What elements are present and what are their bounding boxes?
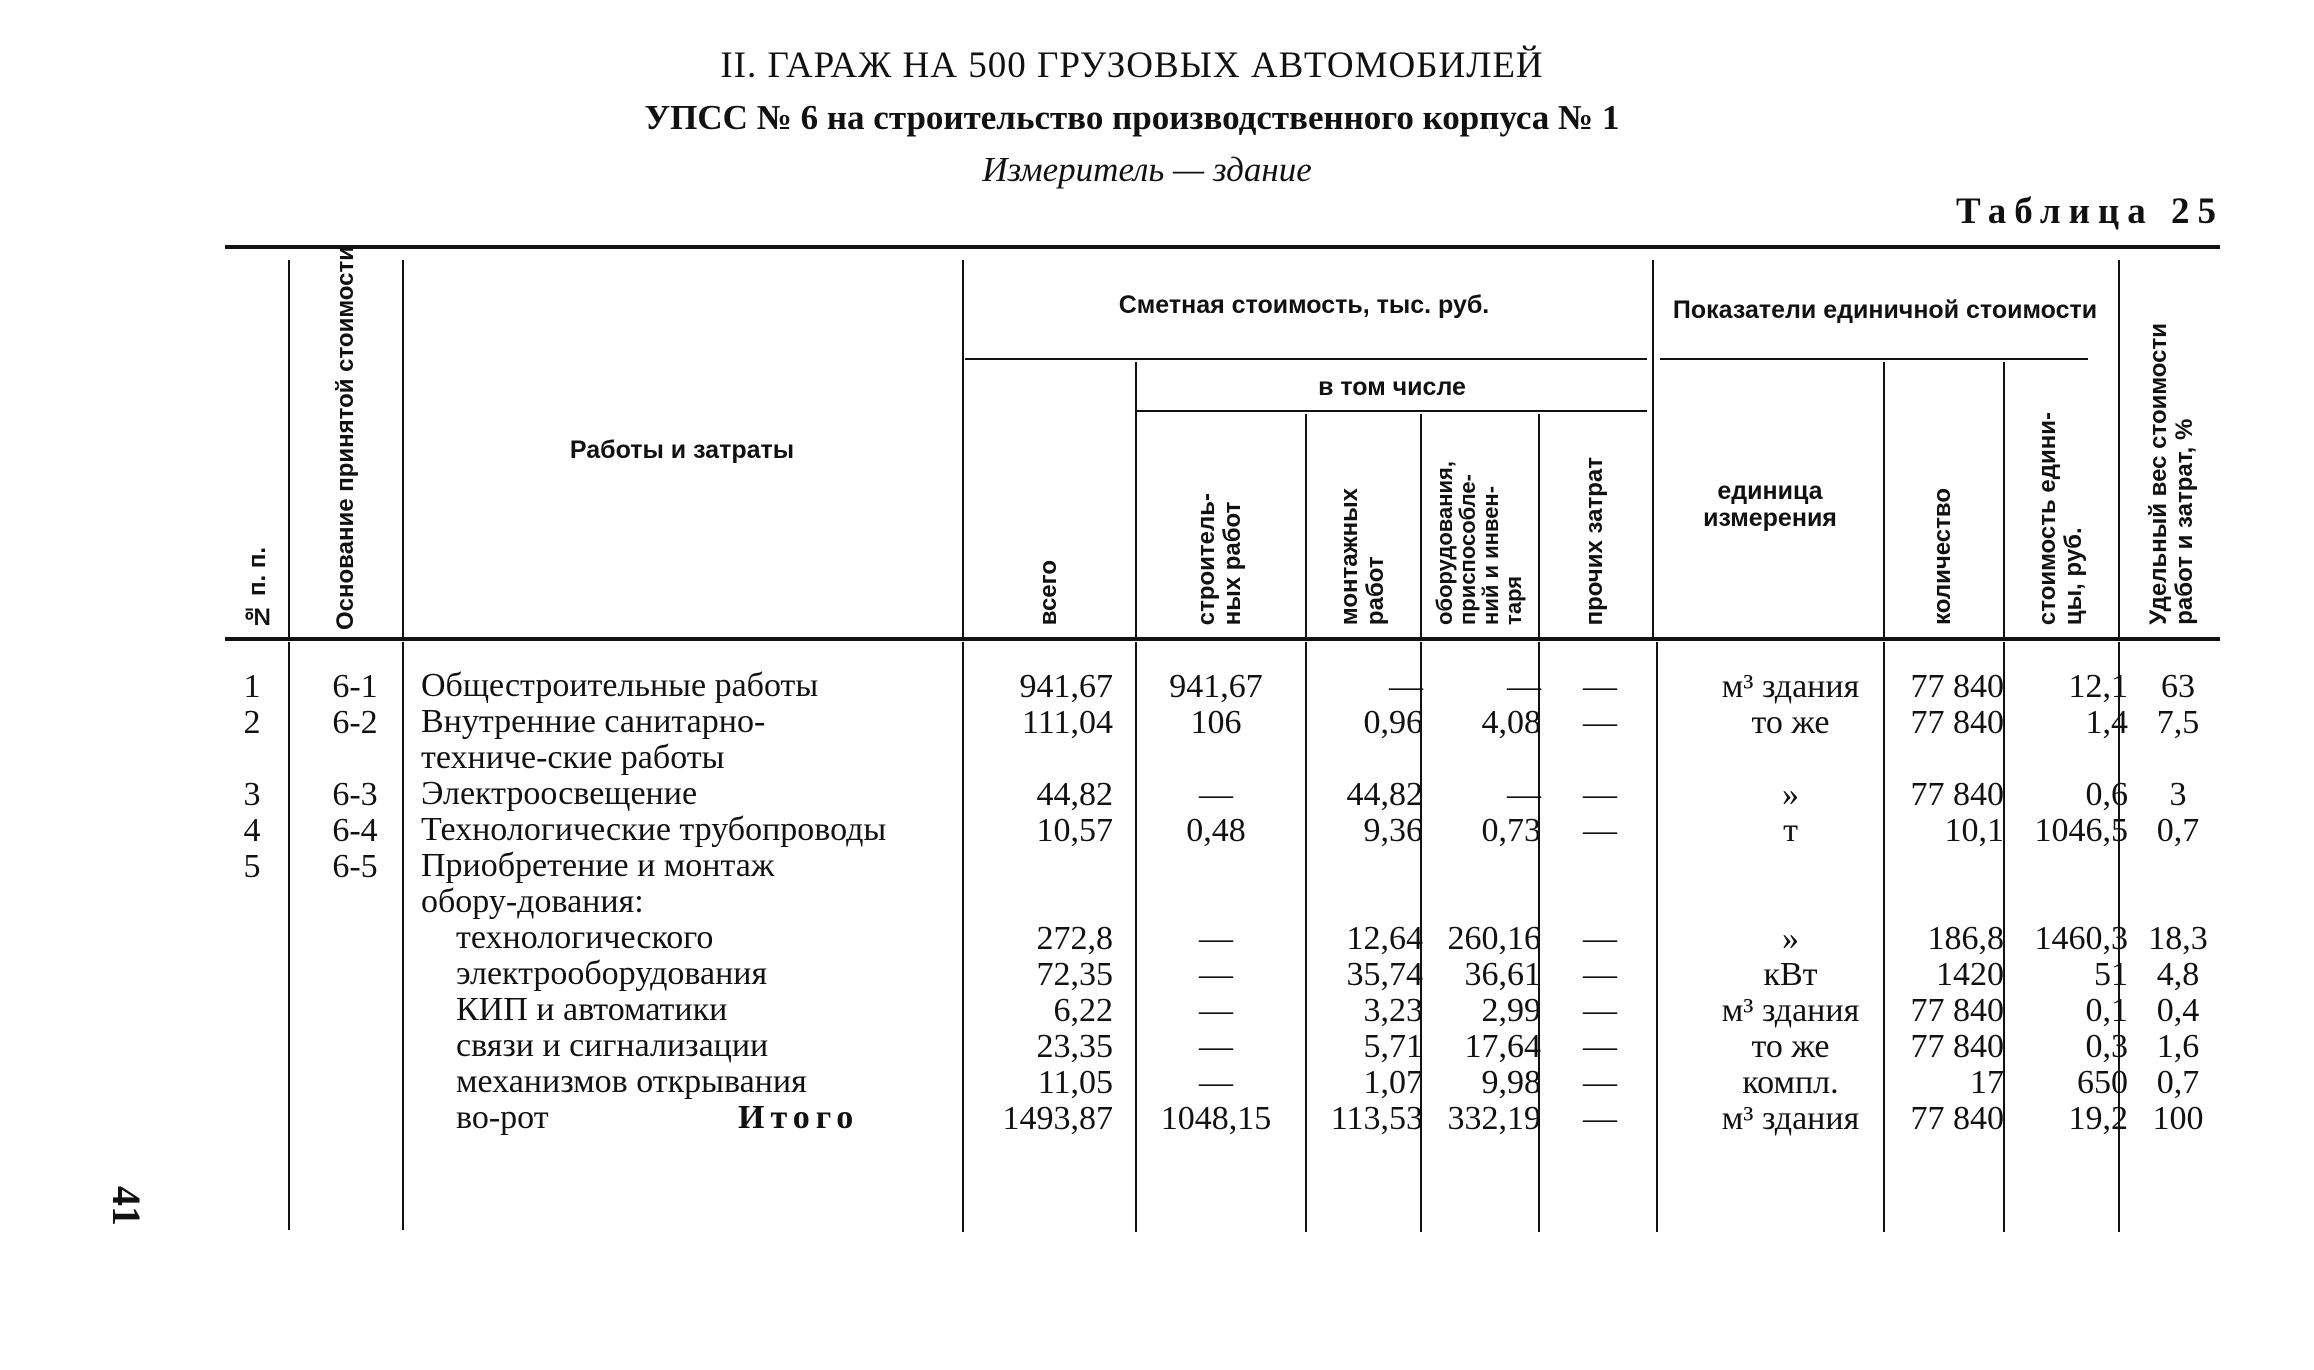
row-share: 18,3 (2148, 920, 2208, 957)
row-unit-cost: 12,1 (2068, 668, 2128, 705)
row-total: 72,35 (1036, 956, 1113, 993)
row-mount: — (1389, 668, 1423, 705)
row-basis: 6-2 (332, 704, 378, 741)
row-number: 2 (243, 704, 261, 741)
row-total: 11,05 (1037, 1064, 1113, 1101)
row-work: механизмов открывания во-рот (456, 1063, 807, 1136)
row-number: 5 (243, 848, 261, 885)
row-total: 44,82 (1036, 776, 1113, 813)
row-constr: 941,67 (1169, 668, 1263, 705)
total-equip: 332,19 (1447, 1100, 1541, 1137)
row-unit: то же (1751, 704, 1830, 741)
row-unit: » (1782, 920, 1799, 957)
row-unit: т (1783, 812, 1798, 849)
row-qty: 77 840 (1910, 668, 2004, 705)
top-rule (225, 245, 2220, 249)
row-mount: 12,64 (1346, 920, 1423, 957)
row-share: 0,7 (2156, 1064, 2200, 1101)
row-work: Внутренние санитарно-техниче-ские работы (421, 703, 766, 776)
row-share: 0,7 (2156, 812, 2200, 849)
col-unit-group: Показатели единичной стоимости (1672, 295, 2098, 324)
row-mount: 1,07 (1363, 1064, 1423, 1101)
measure-subtitle: Измеритель — здание (982, 150, 1312, 189)
row-equip: 9,98 (1481, 1064, 1541, 1101)
row-work: технологического (456, 919, 714, 956)
unit-group-rule (1660, 358, 2088, 360)
row-mount: 0,96 (1363, 704, 1423, 741)
row-share: 3 (2169, 776, 2187, 813)
row-other: — (1583, 668, 1617, 705)
row-total: 23,35 (1036, 1028, 1113, 1065)
row-constr: — (1199, 1028, 1233, 1065)
col-works: Работы и затраты (569, 435, 795, 464)
table-row (228, 812, 2228, 848)
section-heading: II. ГАРАЖ НА 500 ГРУЗОВЫХ АВТОМОБИЛЕЙ (720, 45, 1544, 86)
row-other: — (1583, 776, 1617, 813)
total-qty: 77 840 (1910, 1100, 2004, 1137)
col-qty: количество (1929, 488, 1956, 625)
col-unit: единица измерения (1703, 477, 1837, 532)
row-constr: — (1199, 992, 1233, 1029)
row-constr: — (1199, 956, 1233, 993)
row-other: — (1583, 1028, 1617, 1065)
total-constr: 1048,15 (1160, 1100, 1272, 1137)
row-equip: 260,16 (1447, 920, 1541, 957)
row-total: 111,04 (1022, 704, 1113, 741)
col-mount: монтажных работ (1336, 487, 1389, 625)
row-work: Технологические трубопроводы (421, 811, 887, 848)
row-qty: 77 840 (1910, 992, 2004, 1029)
row-equip: 2,99 (1481, 992, 1541, 1029)
document-title: УПСС № 6 на строительство производственного корпуса № 1 (644, 98, 1620, 137)
total-unit-cost: 19,2 (2068, 1100, 2128, 1137)
total-mount: 113,53 (1330, 1100, 1423, 1137)
row-unit: то же (1751, 1028, 1830, 1065)
row-work: Общестроительные работы (421, 667, 819, 704)
row-other: — (1583, 1064, 1617, 1101)
row-work: КИП и автоматики (456, 991, 728, 1028)
row-basis: 6-5 (332, 848, 378, 885)
page-number: 41 (104, 1186, 149, 1226)
row-work: Приобретение и монтаж обору-дования: (421, 847, 775, 920)
row-basis: 6-1 (332, 668, 378, 705)
row-number: 3 (243, 776, 261, 813)
col-unit-cost: стоимость едини- цы, руб. (2033, 411, 2087, 625)
row-qty: 77 840 (1910, 1028, 2004, 1065)
incl-group-rule (1135, 410, 1647, 412)
col-share: Удельный вес стоимости работ и затрат, % (2145, 323, 2198, 625)
row-qty: 77 840 (1910, 704, 2004, 741)
row-mount: 9,36 (1363, 812, 1423, 849)
row-other: — (1583, 812, 1617, 849)
row-equip: 17,64 (1464, 1028, 1541, 1065)
table-row (228, 848, 2228, 920)
row-equip: — (1507, 776, 1541, 813)
row-total: 10,57 (1036, 812, 1113, 849)
row-total: 6,22 (1053, 992, 1113, 1029)
row-equip: 0,73 (1481, 812, 1541, 849)
col-num: № п. п. (244, 547, 271, 630)
row-work: электрооборудования (456, 955, 768, 992)
row-unit-cost: 51 (2094, 956, 2128, 993)
row-unit-cost: 1046,5 (2034, 812, 2128, 849)
header-bottom-rule (225, 637, 2220, 641)
row-total: 272,8 (1036, 920, 1113, 957)
row-equip: 4,08 (1481, 704, 1541, 741)
table-row (228, 776, 2228, 812)
col-total: всего (1035, 559, 1062, 625)
row-mount: 3,23 (1363, 992, 1423, 1029)
row-mount: 35,74 (1346, 956, 1423, 993)
row-other: — (1583, 920, 1617, 957)
row-unit-cost: 1,4 (2085, 704, 2128, 741)
table-row (228, 668, 2228, 704)
row-work: связи и сигнализации (456, 1027, 769, 1064)
total-label: Итого (738, 1099, 860, 1136)
row-share: 1,6 (2156, 1028, 2200, 1065)
row-unit-cost: 1460,3 (2034, 920, 2128, 957)
row-unit: м³ здания (1721, 668, 1860, 705)
col-equip: оборудования, приспособле- ний и инвен- таря (1432, 461, 1526, 625)
row-constr: 0,48 (1186, 812, 1246, 849)
row-qty: 1420 (1936, 956, 2004, 993)
total-cost: 1493,87 (1002, 1100, 1113, 1137)
row-share: 63 (2161, 668, 2195, 705)
total-row (228, 1100, 2228, 1136)
row-constr: — (1199, 920, 1233, 957)
row-unit: кВт (1763, 956, 1818, 993)
total-unit: м³ здания (1721, 1100, 1860, 1137)
table-row (228, 956, 2228, 992)
row-basis: 6-3 (332, 776, 378, 813)
table-row (228, 920, 2228, 956)
col-constr: строитель- ных работ (1193, 492, 1246, 625)
row-other: — (1583, 704, 1617, 741)
row-share: 4,8 (2156, 956, 2200, 993)
total-other: — (1583, 1100, 1617, 1137)
row-number: 1 (243, 668, 261, 705)
row-unit-cost: 0,3 (2085, 1028, 2128, 1065)
row-unit: компл. (1742, 1064, 1839, 1101)
col-basis: Основание принятой стоимости (332, 246, 359, 630)
row-equip: — (1507, 668, 1541, 705)
row-other: — (1583, 992, 1617, 1029)
row-unit-cost: 0,1 (2085, 992, 2128, 1029)
row-qty: 77 840 (1910, 776, 2004, 813)
row-basis: 6-4 (332, 812, 378, 849)
table-body (228, 668, 2228, 1136)
row-constr: — (1199, 1064, 1233, 1101)
row-qty: 186,8 (1927, 920, 2004, 957)
row-work: Электроосвещение (421, 775, 698, 812)
cost-group-rule (965, 358, 1647, 360)
row-qty: 10,1 (1944, 812, 2004, 849)
row-share: 0,4 (2156, 992, 2200, 1029)
row-qty: 17 (1970, 1064, 2004, 1101)
table-row (228, 704, 2228, 776)
row-unit: м³ здания (1721, 992, 1860, 1029)
table-row (228, 1028, 2228, 1064)
row-unit: » (1782, 776, 1799, 813)
row-number: 4 (243, 812, 261, 849)
row-equip: 36,61 (1464, 956, 1541, 993)
row-mount: 44,82 (1346, 776, 1423, 813)
row-constr: — (1199, 776, 1233, 813)
row-share: 7,5 (2156, 704, 2200, 741)
col-cost-group: Сметная стоимость, тыс. руб. (1118, 290, 1490, 319)
total-share: 100 (2152, 1100, 2204, 1137)
row-total: 941,67 (1019, 668, 1113, 705)
row-constr: 106 (1190, 704, 1242, 741)
row-unit-cost: 650 (2077, 1064, 2128, 1101)
row-unit-cost: 0,6 (2085, 776, 2128, 813)
col-incl: в том числе (1318, 372, 1466, 401)
col-other: прочих затрат (1581, 456, 1608, 625)
table-row (228, 992, 2228, 1028)
row-other: — (1583, 956, 1617, 993)
row-mount: 5,71 (1363, 1028, 1423, 1065)
table-number: Таблица 25 (1956, 191, 2224, 232)
